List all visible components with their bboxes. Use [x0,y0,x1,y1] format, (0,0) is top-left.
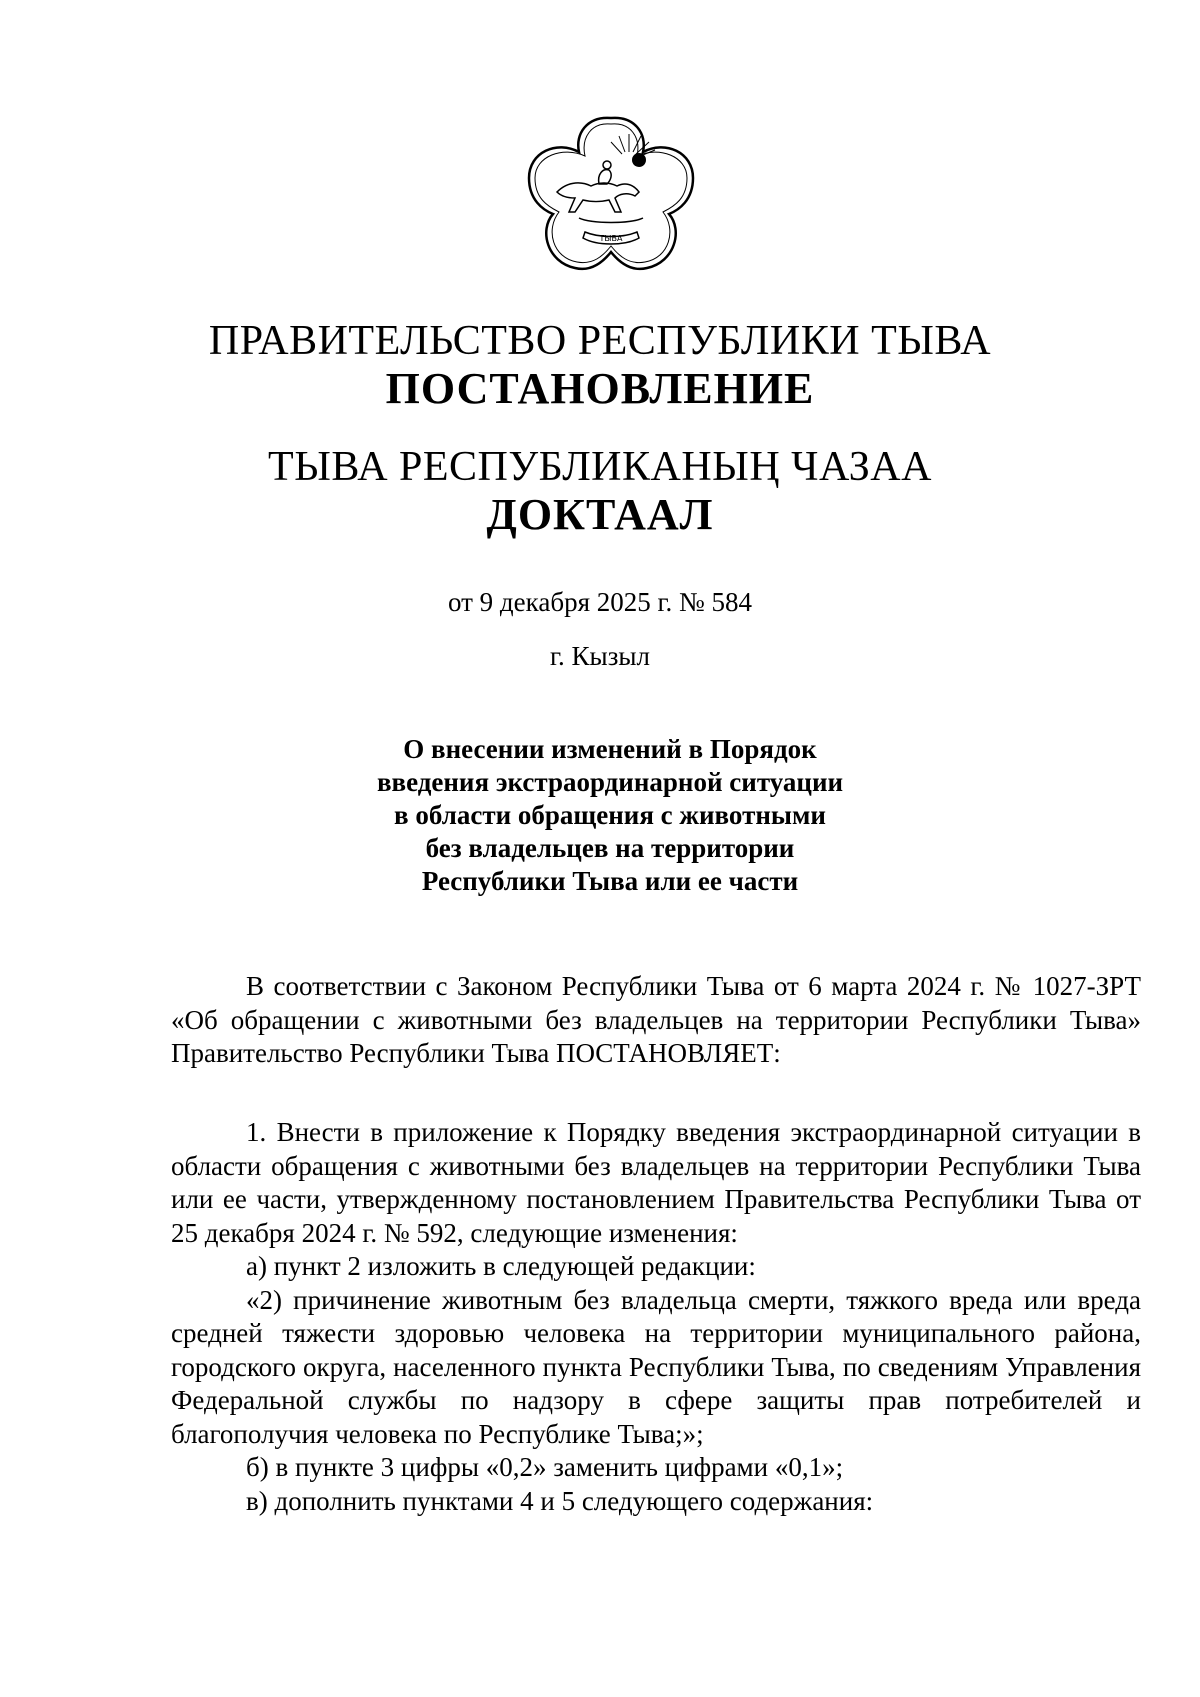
preamble [171,970,1141,1071]
paragraph-a: а) пункт 2 изложить в следующей редакции: [246,1251,756,1281]
city: г. Кызыл [550,641,650,671]
date-and-number: от 9 декабря 2025 г. № 584 [447,587,753,617]
emblem-inscription: ТЫВА [599,234,623,243]
paragraph-v: в) дополнить пунктами 4 и 5 следующего содержания: [246,1485,874,1516]
body-section [171,1116,1141,1518]
title-line: в области обращения с животными [394,800,826,830]
document-type-ru: ПОСТАНОВЛЕНИЕ [385,364,815,413]
title-line: Республики Тыва или ее части [421,866,799,896]
paragraph-b: б) в пункте 3 цифры «0,2» заменить цифрами «0,1»; [246,1452,844,1482]
tyva-coat-of-arms [517,112,705,284]
preamble-paragraph: В соответствии с Законом Республики Тыва от 6 марта 2024 г. № 1027-ЗРТ «Об обращении с животными без владельцев на территории Республики Тыва» Правительство Республики Тыва ПОСТАНОВЛЯЕТ: [171,971,1141,1068]
government-name-tyv: ТЫВА РЕСПУБЛИКАНЫҢ ЧАЗАА [268,444,932,490]
document-type-tyv: ДОКТААЛ [486,490,714,539]
emblem-icon [517,112,705,284]
paragraph-a-quote: «2) причинение животным без владельца смерти, тяжкого вреда или вреда средней тяжести здоровью человека на территории муниципального района, городского округа, населенного пункта Республики Тыва, по сведениям Управления Федеральной службы по надзору в сфере защиты прав потребителей и благополучия человека по Республике Тыва;»; [171,1284,1141,1449]
title-line: введения экстраординарной ситуации [376,767,844,797]
paragraph-1: 1. Внести в приложение к Порядку введения экстраординарной ситуации в области обращения с животными без владельцев на территории Республики Тыва или ее части, утвержденному постановлением Правительства Республики Тыва от 25 декабря 2024 г. № 592, следующие изменения: [171,1117,1141,1248]
title-line: без владельцев на территории [425,833,795,863]
document-title [370,733,850,898]
government-name-ru: ПРАВИТЕЛЬСТВО РЕСПУБЛИКИ ТЫВА [208,318,992,364]
title-line: О внесении изменений в Порядок [403,734,817,764]
